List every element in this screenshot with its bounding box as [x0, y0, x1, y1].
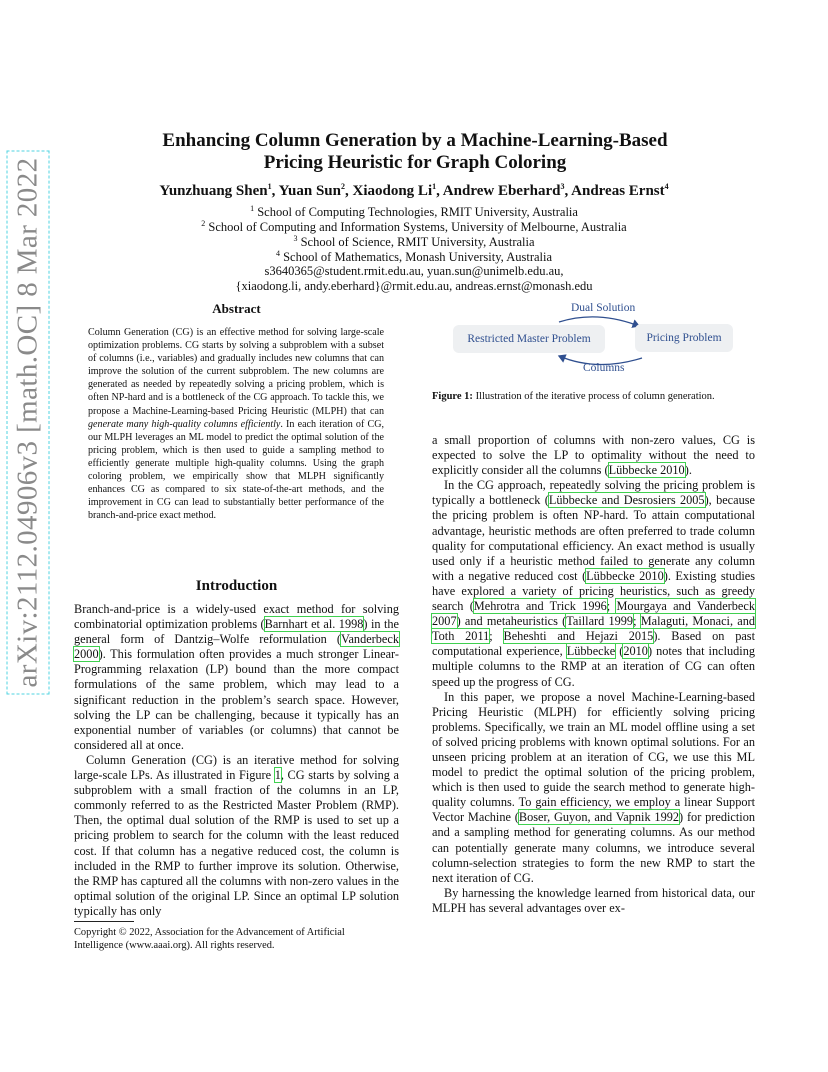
body-text: ) in the general form of Dantzig–Wolfe reformulation (: [74, 617, 399, 647]
citation-link[interactable]: Lübbecke 2010: [608, 463, 685, 478]
citation-link[interactable]: Lübbecke: [566, 644, 616, 659]
body-text: ;: [489, 629, 504, 644]
body-text: ), because the pricing problem is often NP-hard. To attain computational advantage, heuristic methods are often preferred to trade column quality for computational efficiency. An exact method is usually used only if a heuristic method failed to generate any column with a negative reduced cost (: [432, 493, 755, 583]
right-paragraph-3: [432, 690, 755, 886]
caption-text: Illustration of the iterative process of column generation.: [475, 391, 715, 402]
author-affiliation-mark: 1: [432, 182, 437, 191]
affiliation-mark: 3: [293, 234, 298, 243]
author-name: Xiaodong Li: [352, 183, 433, 199]
author-name: Yuan Sun: [278, 183, 341, 199]
citation-link[interactable]: Barnhart et al. 1998: [264, 617, 364, 632]
abstract-text-1: Column Generation (CG) is an effective method for solving large-scale optimization problems. CG starts by solving a subproblem with a subset of columns (i.e., variables) and gradually includes new columns that can improve the solution of the current subproblem. The new columns are generated as needed by repeatedly solving a pricing problem, which is often NP-hard and is a bottleneck of the CG approach. To tackle this, we propose a Machine-Learning-based Pricing Heuristic (MLPH) that can: [88, 327, 384, 417]
abstract-text-2: . In each iteration of CG, our MLPH leverages an ML model to predict the optimal solution of the pricing problem, which is then used to guide a sampling method to efficiently generate multiple high-quality columns. Using the graph coloring problem, we empirically show that MLPH significantly enhances CG as compared to six state-of-the-art methods, and the improvement in CG can lead to substantially better performance of the branch-and-price exact method.: [88, 418, 385, 522]
author-affiliation-mark: 3: [560, 182, 565, 191]
right-column: [432, 433, 755, 916]
body-text: ;: [606, 599, 617, 614]
citation-link[interactable]: Lübbecke 2010: [586, 568, 664, 583]
body-text: ) and metaheuristics (: [456, 614, 567, 629]
figure-1: [447, 298, 745, 388]
affiliation-text: School of Science, RMIT University, Australia: [300, 235, 535, 250]
figure-caption: [432, 390, 755, 403]
pricing-problem-box: Pricing Problem: [635, 324, 733, 352]
title-line-1: Enhancing Column Generation by a Machine-Learning-Based: [162, 130, 668, 151]
author-name: Andrew Eberhard: [442, 183, 561, 199]
right-paragraph-2: [432, 478, 755, 689]
body-text: ).: [684, 463, 692, 478]
body-text: (: [615, 644, 624, 659]
affiliation-text: School of Computing Technologies, RMIT University, Australia: [257, 205, 578, 220]
citation-link[interactable]: Lübbecke and Desrosiers 2005: [548, 493, 705, 508]
affiliation-mark: 4: [275, 249, 280, 258]
introduction-heading: Introduction: [195, 578, 278, 594]
caption-label: Figure 1:: [432, 391, 473, 402]
affiliation-4: [60, 249, 768, 265]
body-text: In this paper, we propose a novel Machine-Learning-based Pricing Heuristic (MLPH) for efficiently solving pricing problems. Specifically, we train an ML model offline using a set of solved pricing problems with known optimal solutions. For an unseen pricing problem at an iteration of CG, we use this ML model to predict the optimal solution of the pricing problem, which is then used to guide the search method to generate high-quality columns. To gain efficiency, we employ a linear Support Vector Machine (: [432, 689, 755, 825]
author-name: Yunzhuang Shen: [159, 183, 268, 199]
author-affiliation-mark: 4: [664, 182, 669, 191]
restricted-master-problem-box: Restricted Master Problem: [453, 325, 605, 353]
body-text: In the CG approach, repeatedly solving the pricing problem is typically a bottleneck (: [432, 478, 755, 508]
arxiv-identifier: arXiv:2112.04906v3 [math.OC] 8 Mar 2022: [11, 156, 44, 688]
right-paragraph-1: [432, 433, 755, 478]
affiliation-1: [60, 204, 768, 220]
left-column: [74, 602, 399, 919]
affiliation-2: [60, 219, 768, 235]
body-text: ). This formulation often provides a much stronger Linear-Programming relaxation (LP) bound than the more compact formulations of the same problem, which may lead to a significant reduction in the problem’s search space. However, solving the LP can be challenging, because it typically has an exponential number of variables (or columns) that cannot be considered all at once.: [74, 647, 399, 752]
citation-link[interactable]: Mourgaya and Vanderbeck 2007: [432, 599, 755, 629]
left-paragraph-2: [74, 753, 399, 919]
affiliation-3: [60, 234, 768, 250]
dual-solution-label: Dual Solution: [571, 302, 636, 314]
copyright-line-2: Intelligence (www.aaai.org). All rights reserved.: [74, 940, 275, 951]
columns-label: Columns: [583, 362, 625, 374]
body-text: , CG starts by solving a subproblem with a small fraction of the columns in an LP, commonly referred to as the Restricted Master Problem (RMP). Then, the optimal dual solution of the RMP is used to set up a pricing problem to search for the column with the least reduced cost. If that column has a negative reduced cost, the column is included in the RMP to further improve its solution. Otherwise, the RMP has captured all the columns with non-zero values in the optimal solution of the original LP. Since an optimal LP solution typically has only: [74, 768, 399, 918]
body-text: Column Generation (CG) is an iterative method for solving large-scale LPs. As illustrated in Figure: [74, 752, 399, 783]
citation-link[interactable]: Boser, Guyon, and Vapnik 1992: [518, 810, 680, 825]
body-text: ) notes that including multiple columns to the RMP at an iteration of CG can often speed up the progress of CG.: [432, 644, 755, 689]
body-text: ) for prediction and a sampling method for generating columns. As our method can potentially generate many columns, we introduce several column-selection strategies to form the new RMP to start the next iteration of CG.: [432, 810, 755, 885]
author-affiliation-mark: 2: [341, 182, 345, 191]
author-list: Yunzhuang Shen$^1$, Yuan Sun$^2$, Xiaodong Li$^1$, Andrew Eberhard$^3$, Andreas Ernst$^4$: [159, 182, 669, 199]
abstract-heading: Abstract: [212, 301, 261, 316]
copyright-notice: [74, 926, 404, 952]
body-text: a small proportion of columns with non-zero values, CG is expected to solve the LP to optimality without the need to explicitly consider all the columns (: [432, 433, 755, 478]
copyright-line-1: Copyright © 2022, Association for the Advancement of Artificial: [74, 927, 345, 938]
citation-link[interactable]: 1: [274, 768, 281, 783]
emails-line-2: {xiaodong.li, andy.eberhard}@rmit.edu.au, andreas.ernst@monash.edu: [235, 279, 593, 293]
right-paragraph-4: [432, 886, 755, 916]
title-line-2: Pricing Heuristic for Graph Coloring: [263, 152, 567, 173]
body-text: By harnessing the knowledge learned from historical data, our MLPH has several advantages over ex-: [432, 885, 755, 915]
body-text: ;: [633, 614, 641, 629]
paper-title: [100, 130, 730, 174]
arxiv-side-stamp: [6, 156, 50, 688]
citation-link[interactable]: Vanderbeck 2000: [74, 632, 399, 662]
emails-line-1: s3640365@student.rmit.edu.au, yuan.sun@unimelb.edu.au,: [264, 264, 564, 278]
affiliation-text: School of Mathematics, Monash University, Australia: [283, 250, 553, 265]
body-text: ). Based on past computational experience,: [432, 629, 755, 659]
footnote-rule: [74, 921, 134, 922]
abstract-body: [88, 326, 384, 522]
author-affiliation-mark: 1: [267, 182, 272, 191]
affiliation-mark: 1: [250, 204, 255, 213]
author-name: Andreas Ernst: [571, 183, 665, 199]
citation-link[interactable]: Malaguti, Monaci, and Toth 2011: [432, 614, 756, 644]
citation-link[interactable]: Mehrotra and Trick 1996: [473, 599, 607, 614]
citation-link[interactable]: 2010: [623, 644, 648, 659]
citation-link[interactable]: Taillard 1999: [566, 614, 634, 629]
affiliation-text: School of Computing and Information Systems, University of Melbourne, Australia: [208, 220, 627, 235]
affiliation-mark: 2: [201, 219, 206, 228]
abstract-italic: generate many high-quality columns efficiently: [88, 418, 281, 430]
body-text: ). Existing studies have explored a variety of pricing heuristics, such as greedy search (: [432, 568, 756, 614]
left-paragraph-1: [74, 602, 399, 753]
citation-link[interactable]: Beheshti and Hejazi 2015: [503, 629, 654, 644]
body-text: Branch-and-price is a widely-used exact method for solving combinatorial optimization problems (: [74, 602, 399, 632]
